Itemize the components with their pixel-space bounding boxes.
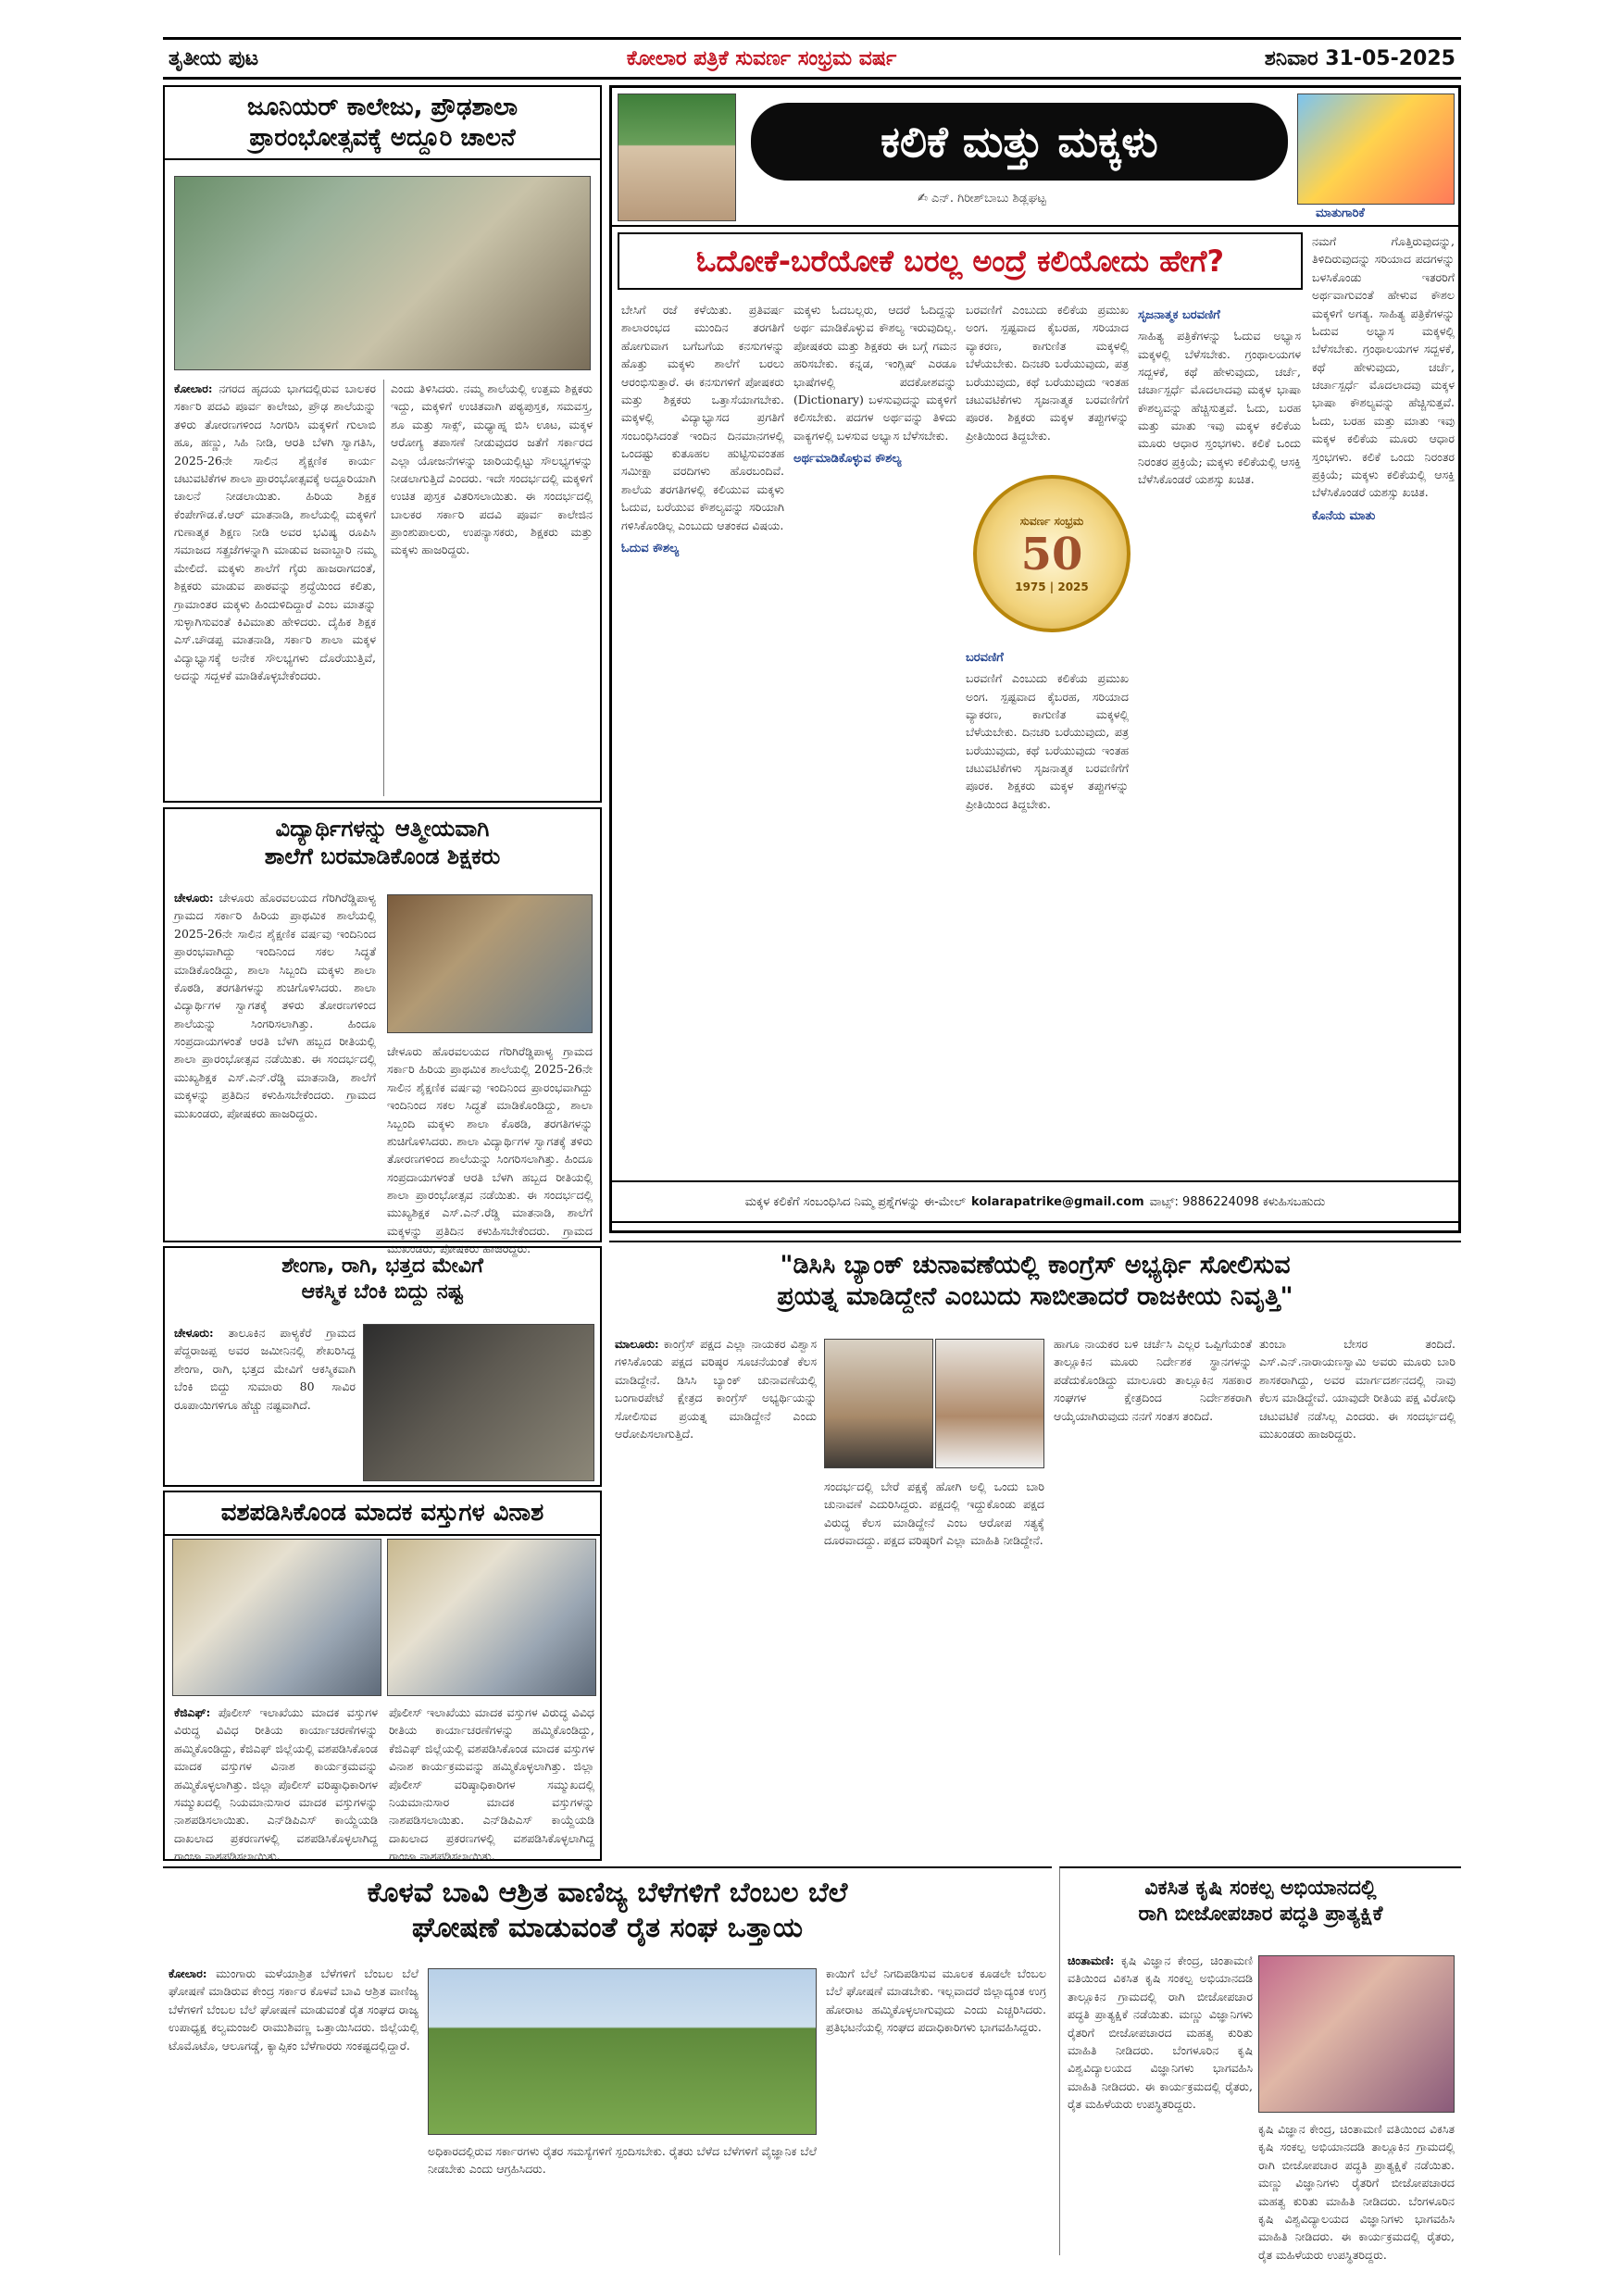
story2-photo bbox=[387, 894, 593, 1033]
contact-email[interactable]: kolarapatrike@gmail.com bbox=[971, 1194, 1144, 1209]
story5-col3: ಹಾಗೂ ನಾಯಕರ ಬಳಿ ಚರ್ಚೆಸಿ ಎಲ್ಲರ ಒಪ್ಪಿಗೆಯಂತೆ ತಾಲ್ಲೂಕಿನ ಮೂರು ನಿರ್ದೇಶಕ ಸ್ಥಾನಗಳನ್ನು ಪಡೆದುಕೊಂಡಿದ್ದು ಮಾಲೂರು ತಾಲ್ಲೂಕಿನ ಸಹಕಾರ ಸಂಘಗಳ ಕ್ಷೇತ್ರದಿಂದ ನಿರ್ದೇಶಕರಾಗಿ ಆಯ್ಕೆಯಾಗಿರುವುದು ನನಗೆ ಸಂತಸ ತಂದಿದೆ. bbox=[1054, 1337, 1252, 1423]
story6-headline: ಕೊಳವೆ ಬಾವಿ ಆಶ್ರಿತ ವಾಣಿಜ್ಯ ಬೆಳೆಗಳಿಗೆ ಬೆಂಬಲ ಬೆಲೆ ಘೋಷಣೆ ಮಾಡುವಂತೆ ರೈತ ಸಂಘ ಒತ್ತಾಯ bbox=[367, 1877, 848, 1944]
story5-col1: ಮಾಲೂರು: ಕಾಂಗ್ರೆಸ್ ಪಕ್ಷದ ಎಲ್ಲಾ ನಾಯಕರ ವಿಶ್ವಾಸ ಗಳಿಸಿಕೊಂಡು ಪಕ್ಷದ ವರಿಷ್ಠರ ಸೂಚನೆಯಂತೆ ಕೆಲಸ ಮಾಡಿದ್ದೇನೆ. ಡಿಸಿಸಿ ಬ್ಯಾಂಕ್ ಚುನಾವಣೆಯಲ್ಲಿ ಬಂಗಾರಪೇಟೆ ಕ್ಷೇತ್ರದ ಕಾಂಗ್ರೆಸ್ ಅಭ್ಯರ್ಥಿಯನ್ನು ಸೋಲಿಸುವ ಪ್ರಯತ್ನ ಮಾಡಿದ್ದೇನೆ ಎಂದು ಆರೋಪಿಸಲಾಗುತ್ತಿದೆ. bbox=[615, 1337, 817, 1441]
story3-photo bbox=[363, 1324, 594, 1481]
kalike-col3b: ಬರವಣಿಗೆ ಬರವಣಿಗೆ ಎಂಬುದು ಕಲಿಕೆಯ ಪ್ರಮುಖ ಅಂಗ. ಸ್ಪಷ್ಟವಾದ ಕೈಬರಹ, ಸರಿಯಾದ ವ್ಯಾಕರಣ, ಕಾಗುಣಿತ ಮಕ್ಕಳಲ್ಲಿ ಬೆಳೆಯಬೇಕು. ದಿನಚರಿ ಬರೆಯುವುದು, ಪತ್ರ ಬರೆಯುವುದು, ಕಥೆ ಬರೆಯುವುದು ಇಂತಹ ಚಟುವಟಿಕೆಗಳು ಸೃಜನಾತ್ಮಕ ಬರವಣಿಗೆಗೆ ಪೂರಕ. ಶಿಕ್ಷಕರು ಮಕ್ಕಳ ತಪ್ಪುಗಳನ್ನು ಪ್ರೀತಿಯಿಂದ ತಿದ್ದಬೇಕು. bbox=[966, 651, 1129, 811]
kalike-col4: ಸೃಜನಾತ್ಮಕ ಬರವಣಿಗೆ ಸಾಹಿತ್ಯ ಪತ್ರಿಕೆಗಳನ್ನು ಓದುವ ಅಭ್ಯಾಸ ಮಕ್ಕಳಲ್ಲಿ ಬೆಳೆಸಬೇಕು. ಗ್ರಂಥಾಲಯಗಳ ಸದ್ಬಳಕೆ, ಕಥೆ ಹೇಳುವುದು, ಚರ್ಚೆ, ಚರ್ಚಾಸ್ಪರ್ಧೆ ಮೊದಲಾದವು ಮಕ್ಕಳ ಭಾಷಾ ಕೌಶಲ್ಯವನ್ನು ಹೆಚ್ಚಿಸುತ್ತವೆ. ಓದು, ಬರಹ ಮತ್ತು ಮಾತು ಇವು ಮಕ್ಕಳ ಕಲಿಕೆಯ ಮೂರು ಆಧಾರ ಸ್ತಂಭಗಳು. ಕಲಿಕೆ ಒಂದು ನಿರಂತರ ಪ್ರಕ್ರಿಯೆ; ಮಕ್ಕಳು ಕಲಿಕೆಯಲ್ಲಿ ಆಸಕ್ತಿ ಬೆಳೆಸಿಕೊಂಡರೆ ಯಶಸ್ಸು ಖಚಿತ. bbox=[1138, 308, 1301, 487]
story7-col2: ಕೃಷಿ ವಿಜ್ಞಾನ ಕೇಂದ್ರ, ಚಿಂತಾಮಣಿ ವತಿಯಿಂದ ವಿಕಸಿತ ಕೃಷಿ ಸಂಕಲ್ಪ ಅಭಿಯಾನದಡಿ ತಾಲ್ಲೂಕಿನ ಗ್ರಾಮದಲ್ಲಿ ರಾಗಿ ಬೀಜೋಪಚಾರ ಪದ್ಧತಿ ಪ್ರಾತ್ಯಕ್ಷಿಕೆ ನಡೆಯಿತು. ಮಣ್ಣು ವಿಜ್ಞಾನಿಗಳು ರೈತರಿಗೆ ಬೀಜೋಪಚಾರದ ಮಹತ್ವ ಕುರಿತು ಮಾಹಿತಿ ನೀಡಿದರು. ಬೆಂಗಳೂರಿನ ಕೃಷಿ ವಿಶ್ವವಿದ್ಯಾಲಯದ ವಿಜ್ಞಾನಿಗಳು ಭಾಗವಹಿಸಿ ಮಾಹಿತಿ ನೀಡಿದರು. ಈ ಕಾರ್ಯಕ್ರಮದಲ್ಲಿ ರೈತರು, ರೈತ ಮಹಿಳೆಯರು ಉಪಸ್ಥಿತರಿದ್ದರು. bbox=[1258, 2122, 1455, 2262]
story-teachers-welcome bbox=[163, 807, 602, 1256]
story3-headline: ಶೇಂಗಾ, ರಾಗಿ, ಭತ್ತದ ಮೇವಿಗೆ ಆಕಸ್ಮಿಕ ಬೆಂಕಿ ಬಿದ್ದು ನಷ್ಟ bbox=[281, 1254, 483, 1304]
story6-col3: ಕಾಯಿಗೆ ಬೆಲೆ ನಿಗದಿಪಡಿಸುವ ಮೂಲಕ ಕೂಡಲೇ ಬೆಂಬಲ ಬೆಲೆ ಘೋಷಣೆ ಮಾಡಬೇಕು. ಇಲ್ಲವಾದರೆ ಜಿಲ್ಲಾದ್ಯಂತ ಉಗ್ರ ಹೋರಾಟ ಹಮ್ಮಿಕೊಳ್ಳಲಾಗುವುದು ಎಂದು ಎಚ್ಚರಿಸಿದರು. ಪ್ರತಿಭಟನೆಯಲ್ಲಿ ಸಂಘದ ಪದಾಧಿಕಾರಿಗಳು ಭಾಗವಹಿಸಿದ್ದರು. bbox=[826, 1966, 1046, 2035]
story4-photo-right bbox=[387, 1539, 596, 1696]
kalike-col3a: ಬರವಣಿಗೆ ಎಂಬುದು ಕಲಿಕೆಯ ಪ್ರಮುಖ ಅಂಗ. ಸ್ಪಷ್ಟವಾದ ಕೈಬರಹ, ಸರಿಯಾದ ವ್ಯಾಕರಣ, ಕಾಗುಣಿತ ಮಕ್ಕಳಲ್ಲಿ ಬೆಳೆಯಬೇಕು. ದಿನಚರಿ ಬರೆಯುವುದು, ಪತ್ರ ಬರೆಯುವುದು, ಕಥೆ ಬರೆಯುವುದು ಇಂತಹ ಚಟುವಟಿಕೆಗಳು ಸೃಜನಾತ್ಮಕ ಬರವಣಿಗೆಗೆ ಪೂರಕ. ಶಿಕ್ಷಕರು ಮಕ್ಕಳ ತಪ್ಪುಗಳನ್ನು ಪ್ರೀತಿಯಿಂದ ತಿದ್ದಬೇಕು. bbox=[966, 303, 1129, 443]
story6-photo bbox=[428, 1968, 817, 2135]
story1-col1: ಕೋಲಾರ: ನಗರದ ಹೃದಯ ಭಾಗದಲ್ಲಿರುವ ಬಾಲಕರ ಸರ್ಕಾರಿ ಪದವಿ ಪೂರ್ವ ಕಾಲೇಜು, ಪ್ರೌಢ ಶಾಲೆಯನ್ನು ತಳಿರು ತೋರಣಗಳಿಂದ ಸಿಂಗರಿಸಿ ಮಕ್ಕಳಿಗೆ ಗುಲಾಬಿ ಹೂ, ಹಣ್ಣು, ಸಿಹಿ ನೀಡಿ, ಆರತಿ ಬೆಳಗಿ ಸ್ವಾಗತಿಸಿ, 2025-26ನೇ ಸಾಲಿನ ಶೈಕ್ಷಣಿಕ ಕಾರ್ಯ ಚಟುವಟಿಕೆಗಳ ಶಾಲಾ ಪ್ರಾರಂಭೋತ್ಸವಕ್ಕೆ ಅದ್ದೂರಿಯಾಗಿ ಚಾಲನೆ ನೀಡಲಾಯಿತು. ಹಿರಿಯ ಶಿಕ್ಷಕ ಕೆಂಪೇಗೌಡ.ಕೆ.ಆರ್ ಮಾತನಾಡಿ, ಶಾಲೆಯಲ್ಲಿ ಮಕ್ಕಳಿಗೆ ಗುಣಾತ್ಮಕ ಶಿಕ್ಷಣ ನೀಡಿ ಅವರ ಭವಿಷ್ಯ ರೂಪಿಸಿ ಸಮಾಜದ ಸತ್ಪ್ರಜೆಗಳನ್ನಾಗಿ ಮಾಡುವ ಜವಾಬ್ದಾರಿ ನಮ್ಮ ಮೇಲಿದೆ. ಮಕ್ಕಳು ಶಾಲೆಗೆ ಗೈರು ಹಾಜರಾಗದಂತೆ, ಶಿಕ್ಷಕರು ಮಾಡುವ ಪಾಠವನ್ನು ಶ್ರದ್ಧೆಯಿಂದ ಕಲಿತು, ಗ್ರಾಮಾಂತರ ಮಕ್ಕಳು ಹಿಂದುಳಿದಿದ್ದಾರೆ ಎಂಬ ಮಾತನ್ನು ಸುಳ್ಳಾಗಿಸುವಂತೆ ಕಿವಿಮಾತು ಹೇಳಿದರು. ದೈಹಿಕ ಶಿಕ್ಷಕ ಎಸ್.ಚೌಡಪ್ಪ ಮಾತನಾಡಿ, ಸರ್ಕಾರಿ ಶಾಲಾ ಮಕ್ಕಳ ವಿದ್ಯಾಭ್ಯಾಸಕ್ಕೆ ಅನೇಕ ಸೌಲಭ್ಯಗಳು ದೊರೆಯುತ್ತಿವೆ, ಅದನ್ನು ಸದ್ಬಳಕೆ ಮಾಡಿಕೊಳ್ಳಬೇಕೆಂದರು. bbox=[174, 381, 376, 682]
author-portrait bbox=[618, 94, 736, 221]
kalike-headline: ಓದೋಕೆ-ಬರೆಯೋಕೆ ಬರಲ್ಲ ಅಂದ್ರೆ ಕಲಿಯೋದು ಹೇಗೆ? bbox=[618, 232, 1303, 290]
politician-photo-2 bbox=[935, 1339, 1044, 1468]
kalike-section bbox=[609, 85, 1461, 1233]
byline: ✍ ಎನ್. ಗಿರೀಶ್‌ಬಾಬು ಶಿಡ್ಲಘಟ್ಟ bbox=[918, 192, 1046, 206]
kalike-side-col: ನಮಗೆ ಗೊತ್ತಿರುವುದನ್ನು, ತಿಳಿದಿರುವುದನ್ನು ಸರಿಯಾದ ಪದಗಳನ್ನು ಬಳಸಿಕೊಂಡು ಇತರರಿಗೆ ಅರ್ಥವಾಗುವಂತೆ ಹೇಳುವ ಕೌಶಲ ಮಕ್ಕಳಿಗೆ ಅಗತ್ಯ. ಸಾಹಿತ್ಯ ಪತ್ರಿಕೆಗಳನ್ನು ಓದುವ ಅಭ್ಯಾಸ ಮಕ್ಕಳಲ್ಲಿ ಬೆಳೆಸಬೇಕು. ಗ್ರಂಥಾಲಯಗಳ ಸದ್ಬಳಕೆ, ಕಥೆ ಹೇಳುವುದು, ಚರ್ಚೆ, ಚರ್ಚಾಸ್ಪರ್ಧೆ ಮೊದಲಾದವು ಮಕ್ಕಳ ಭಾಷಾ ಕೌಶಲ್ಯವನ್ನು ಹೆಚ್ಚಿಸುತ್ತವೆ. ಓದು, ಬರಹ ಮತ್ತು ಮಾತು ಇವು ಮಕ್ಕಳ ಕಲಿಕೆಯ ಮೂರು ಆಧಾರ ಸ್ತಂಭಗಳು. ಕಲಿಕೆ ಒಂದು ನಿರಂತರ ಪ್ರಕ್ರಿಯೆ; ಮಕ್ಕಳು ಕಲಿಕೆಯಲ್ಲಿ ಆಸಕ್ತಿ ಬೆಳೆಸಿಕೊಂಡರೆ ಯಶಸ್ಸು ಖಚಿತ. ಕೊನೆಯ ಮಾತು bbox=[1312, 234, 1455, 523]
column-divider bbox=[383, 380, 384, 796]
page-header bbox=[163, 37, 1461, 80]
kalike-col1: ಬೇಸಿಗೆ ರಜೆ ಕಳೆಯಿತು. ಪ್ರತಿವರ್ಷ ಶಾಲಾರಂಭದ ಮುಂದಿನ ತರಗತಿಗೆ ಹೋಗುವಾಗ ಬಗೆಬಗೆಯ ಕನಸುಗಳನ್ನು ಹೊತ್ತು ಮಕ್ಕಳು ಶಾಲೆಗೆ ಬರಲು ಆರಂಭಿಸುತ್ತಾರೆ. ಈ ಕನಸುಗಳಿಗೆ ಪೋಷಕರು ಮತ್ತು ಶಿಕ್ಷಕರು ಒತ್ತಾಸೆಯಾಗಬೇಕು. ಮಕ್ಕಳಲ್ಲಿ ವಿದ್ಯಾಭ್ಯಾಸದ ಪ್ರಗತಿಗೆ ಸಂಬಂಧಿಸಿದಂತೆ ಇಂದಿನ ದಿನಮಾನಗಳಲ್ಲಿ ಒಂದಷ್ಟು ಕುತೂಹಲ ಹುಟ್ಟಿಸುವಂತಹ ಸಮೀಕ್ಷಾ ವರದಿಗಳು ಹೊರಬಂದಿವೆ. ಶಾಲೆಯ ತರಗತಿಗಳಲ್ಲಿ ಕಲಿಯುವ ಮಕ್ಕಳು ಓದುವ, ಬರೆಯುವ ಕೌಶಲ್ಯವನ್ನು ಸರಿಯಾಗಿ ಗಳಿಸಿಕೊಂಡಿಲ್ಲ ಎಂಬುದು ಆತಂಕದ ವಿಷಯ. ಓದುವ ಕೌಶಲ್ಯ bbox=[621, 303, 784, 555]
page-label: ತೃತೀಯ ಪುಟ bbox=[169, 46, 259, 70]
story4-col1: ಕೆಜಿಎಫ್: ಪೊಲೀಸ್ ಇಲಾಖೆಯು ಮಾದಕ ವಸ್ತುಗಳ ವಿರುದ್ಧ ವಿವಿಧ ರೀತಿಯ ಕಾರ್ಯಾಚರಣೆಗಳನ್ನು ಹಮ್ಮಿಕೊಂಡಿದ್ದು, ಕೆಜಿಎಫ್ ಜಿಲ್ಲೆಯಲ್ಲಿ ವಶಪಡಿಸಿಕೊಂಡ ಮಾದಕ ವಸ್ತುಗಳ ವಿನಾಶ ಕಾರ್ಯಕ್ರಮವನ್ನು ಹಮ್ಮಿಕೊಳ್ಳಲಾಗಿತ್ತು. ಜಿಲ್ಲಾ ಪೊಲೀಸ್ ವರಿಷ್ಠಾಧಿಕಾರಿಗಳ ಸಮ್ಮುಖದಲ್ಲಿ ನಿಯಮಾನುಸಾರ ಮಾದಕ ವಸ್ತುಗಳನ್ನು ನಾಶಪಡಿಸಲಾಯಿತು. ಎನ್‌ಡಿಪಿಎಸ್ ಕಾಯ್ದೆಯಡಿ ದಾಖಲಾದ ಪ್ರಕರಣಗಳಲ್ಲಿ ವಶಪಡಿಸಿಕೊಳ್ಳಲಾಗಿದ್ದ ಗಾಂಜಾ ನಾಶಪಡಿಸಲಾಯಿತು. bbox=[174, 1705, 378, 1863]
politician-photo-1 bbox=[824, 1339, 933, 1468]
story4-col2: ಪೊಲೀಸ್ ಇಲಾಖೆಯು ಮಾದಕ ವಸ್ತುಗಳ ವಿರುದ್ಧ ವಿವಿಧ ರೀತಿಯ ಕಾರ್ಯಾಚರಣೆಗಳನ್ನು ಹಮ್ಮಿಕೊಂಡಿದ್ದು, ಕೆಜಿಎಫ್ ಜಿಲ್ಲೆಯಲ್ಲಿ ವಶಪಡಿಸಿಕೊಂಡ ಮಾದಕ ವಸ್ತುಗಳ ವಿನಾಶ ಕಾರ್ಯಕ್ರಮವನ್ನು ಹಮ್ಮಿಕೊಳ್ಳಲಾಗಿತ್ತು. ಜಿಲ್ಲಾ ಪೊಲೀಸ್ ವರಿಷ್ಠಾಧಿಕಾರಿಗಳ ಸಮ್ಮುಖದಲ್ಲಿ ನಿಯಮಾನುಸಾರ ಮಾದಕ ವಸ್ತುಗಳನ್ನು ನಾಶಪಡಿಸಲಾಯಿತು. ಎನ್‌ಡಿಪಿಎಸ್ ಕಾಯ್ದೆಯಡಿ ದಾಖಲಾದ ಪ್ರಕರಣಗಳಲ್ಲಿ ವಶಪಡಿಸಿಕೊಳ್ಳಲಾಗಿದ್ದ ಗಾಂಜಾ ನಾಶಪಡಿಸಲಾಯಿತು. bbox=[389, 1705, 594, 1863]
story4-photo-left bbox=[172, 1539, 381, 1696]
story2-text-b: ಚೇಳೂರು ಹೊರವಲಯದ ಗೆರಿಗಿರೆಡ್ಡಿಪಾಳ್ಯ ಗ್ರಾಮದ ಸರ್ಕಾರಿ ಹಿರಿಯ ಪ್ರಾಥಮಿಕ ಶಾಲೆಯಲ್ಲಿ 2025-26ನೇ ಸಾಲಿನ ಶೈಕ್ಷಣಿಕ ವರ್ಷವು ಇಂದಿನಿಂದ ಪ್ರಾರಂಭವಾಗಿದ್ದು ಇಂದಿನಿಂದ ಸಕಲ ಸಿದ್ಧತೆ ಮಾಡಿಕೊಂಡಿದ್ದು, ಶಾಲಾ ಸಿಬ್ಬಂದಿ ಮಕ್ಕಳು ಶಾಲಾ ಕೊಠಡಿ, ತರಗತಿಗಳನ್ನು ಶುಚಿಗೊಳಿಸಿದರು. ಶಾಲಾ ವಿದ್ಯಾರ್ಥಿಗಳ ಸ್ವಾಗತಕ್ಕೆ ತಳಿರು ತೋರಣಗಳಿಂದ ಶಾಲೆಯನ್ನು ಸಿಂಗರಿಸಲಾಗಿತ್ತು. ಹಿಂದೂ ಸಂಪ್ರದಾಯಗಳಂತೆ ಆರತಿ ಬೆಳಗಿ ಹಬ್ಬದ ರೀತಿಯಲ್ಲಿ ಶಾಲಾ ಪ್ರಾರಂಭೋತ್ಸವ ನಡೆಯಿತು. ಈ ಸಂದರ್ಭದಲ್ಲಿ ಮುಖ್ಯಶಿಕ್ಷಕ ಎಸ್.ಎನ್.ರೆಡ್ಡಿ ಮಾತನಾಡಿ, ಶಾಲೆಗೆ ಮಕ್ಕಳನ್ನು ಪ್ರತಿದಿನ ಕಳುಹಿಸಬೇಕೆಂದರು. ಗ್ರಾಮದ ಮುಖಂಡರು, ಪೋಷಕರು ಹಾಜರಿದ್ದರು. bbox=[387, 1044, 593, 1256]
story6-col1: ಕೋಲಾರ: ಮುಂಗಾರು ಮಳೆಯಾಶ್ರಿತ ಬೆಳೆಗಳಿಗೆ ಬೆಂಬಲ ಬೆಲೆ ಘೋಷಣೆ ಮಾಡಿರುವ ಕೇಂದ್ರ ಸರ್ಕಾರ ಕೊಳವೆ ಬಾವಿ ಆಶ್ರಿತ ವಾಣಿಜ್ಯ ಬೆಳೆಗಳಿಗೆ ಬೆಂಬಲ ಬೆಲೆ ಘೋಷಣೆ ಮಾಡುವಂತೆ ರೈತ ಸಂಘದ ರಾಜ್ಯ ಉಪಾಧ್ಯಕ್ಷ ಕಲ್ವಮಂಜಲಿ ರಾಮುಶಿವಣ್ಣ ಒತ್ತಾಯಿಸಿದರು. ಜಿಲ್ಲೆಯಲ್ಲಿ ಟೊಮೊಟೊ, ಆಲೂಗಡ್ಡೆ, ಕ್ಯಾಪ್ಸಿಕಂ ಬೆಳೆಗಾರರು ಸಂಕಷ್ಟದಲ್ಲಿದ್ದಾರೆ. bbox=[169, 1966, 418, 2053]
story6-col2: ಅಧಿಕಾರದಲ್ಲಿರುವ ಸರ್ಕಾರಗಳು ರೈತರ ಸಮಸ್ಯೆಗಳಿಗೆ ಸ್ಪಂದಿಸಬೇಕು. ರೈತರು ಬೆಳೆದ ಬೆಳೆಗಳಿಗೆ ವೈಜ್ಞಾನಿಕ ಬೆಲೆ ನೀಡಬೇಕು ಎಂದು ಆಗ್ರಹಿಸಿದರು. bbox=[428, 2144, 817, 2177]
story-ragi-seed bbox=[1059, 1866, 1461, 2262]
story7-col1: ಚಿಂತಾಮಣಿ: ಕೃಷಿ ವಿಜ್ಞಾನ ಕೇಂದ್ರ, ಚಿಂತಾಮಣಿ ವತಿಯಿಂದ ವಿಕಸಿತ ಕೃಷಿ ಸಂಕಲ್ಪ ಅಭಿಯಾನದಡಿ ತಾಲ್ಲೂಕಿನ ಗ್ರಾಮದಲ್ಲಿ ರಾಗಿ ಬೀಜೋಪಚಾರ ಪದ್ಧತಿ ಪ್ರಾತ್ಯಕ್ಷಿಕೆ ನಡೆಯಿತು. ಮಣ್ಣು ವಿಜ್ಞಾನಿಗಳು ರೈತರಿಗೆ ಬೀಜೋಪಚಾರದ ಮಹತ್ವ ಕುರಿತು ಮಾಹಿತಿ ನೀಡಿದರು. ಬೆಂಗಳೂರಿನ ಕೃಷಿ ವಿಶ್ವವಿದ್ಯಾಲಯದ ವಿಜ್ಞಾನಿಗಳು ಭಾಗವಹಿಸಿ ಮಾಹಿತಿ ನೀಡಿದರು. ಈ ಕಾರ್ಯಕ್ರಮದಲ್ಲಿ ರೈತರು, ರೈತ ಮಹಿಳೆಯರು ಉಪಸ್ಥಿತರಿದ್ದರು. bbox=[1068, 1953, 1253, 2111]
kalike-footer: ಮಕ್ಕಳ ಕಲಿಕೆಗೆ ಸಂಬಂಧಿಸಿದ ನಿಮ್ಮ ಪ್ರಶ್ನೆಗಳನ್ನು ಈ-ಮೇಲ್ kolarapatrike@gmail.com ವಾಟ್ಸ್: 9886224098 ಕಳುಹಿಸಬಹುದು bbox=[612, 1180, 1458, 1223]
story4-headline: ವಶಪಡಿಸಿಕೊಂಡ ಮಾದಕ ವಸ್ತುಗಳ ವಿನಾಶ bbox=[165, 1492, 600, 1536]
kalike-banner: ಕಲಿಕೆ ಮತ್ತು ಮಕ್ಕಳು bbox=[751, 103, 1288, 181]
story-junior-college bbox=[163, 85, 602, 803]
story1-photo bbox=[174, 176, 591, 370]
story2-text: ಚೇಳೂರು: ಚೇಳೂರು ಹೊರವಲಯದ ಗೆರಿಗಿರೆಡ್ಡಿಪಾಳ್ಯ ಗ್ರಾಮದ ಸರ್ಕಾರಿ ಹಿರಿಯ ಪ್ರಾಥಮಿಕ ಶಾಲೆಯಲ್ಲಿ 2025-26ನೇ ಸಾಲಿನ ಶೈಕ್ಷಣಿಕ ವರ್ಷವು ಇಂದಿನಿಂದ ಪ್ರಾರಂಭವಾಗಿದ್ದು ಇಂದಿನಿಂದ ಸಕಲ ಸಿದ್ಧತೆ ಮಾಡಿಕೊಂಡಿದ್ದು, ಶಾಲಾ ಸಿಬ್ಬಂದಿ ಮಕ್ಕಳು ಶಾಲಾ ಕೊಠಡಿ, ತರಗತಿಗಳನ್ನು ಶುಚಿಗೊಳಿಸಿದರು. ಶಾಲಾ ವಿದ್ಯಾರ್ಥಿಗಳ ಸ್ವಾಗತಕ್ಕೆ ತಳಿರು ತೋರಣಗಳಿಂದ ಶಾಲೆಯನ್ನು ಸಿಂಗರಿಸಲಾಗಿತ್ತು. ಹಿಂದೂ ಸಂಪ್ರದಾಯಗಳಂತೆ ಆರತಿ ಬೆಳಗಿ ಹಬ್ಬದ ರೀತಿಯಲ್ಲಿ ಶಾಲಾ ಪ್ರಾರಂಭೋತ್ಸವ ನಡೆಯಿತು. ಈ ಸಂದರ್ಭದಲ್ಲಿ ಮುಖ್ಯಶಿಕ್ಷಕ ಎಸ್.ಎನ್.ರೆಡ್ಡಿ ಮಾತನಾಡಿ, ಶಾಲೆಗೆ ಮಕ್ಕಳನ್ನು ಪ್ರತಿದಿನ ಕಳುಹಿಸಬೇಕೆಂದರು. ಗ್ರಾಮದ ಮುಖಂಡರು, ಪೋಷಕರು ಹಾಜರಿದ್ದರು. bbox=[174, 891, 376, 1120]
story5-col4: ತುಂಬಾ ಬೇಸರ ತಂದಿದೆ. ಎಸ್.ಎನ್.ನಾರಾಯಣಸ್ವಾಮಿ ಅವರು ಮೂರು ಬಾರಿ ಶಾಸಕರಾಗಿದ್ದು, ಅವರ ಮಾರ್ಗದರ್ಶನದಲ್ಲಿ ನಾವು ಕೆಲಸ ಮಾಡಿದ್ದೇವೆ. ಯಾವುದೇ ರೀತಿಯ ಪಕ್ಷ ವಿರೋಧಿ ಚಟುವಟಿಕೆ ನಡೆಸಿಲ್ಲ ಎಂದರು. ಈ ಸಂದರ್ಭದಲ್ಲಿ ಮುಖಂಡರು ಹಾಜರಿದ್ದರು. bbox=[1259, 1337, 1455, 1441]
children-illustration bbox=[1297, 94, 1455, 205]
masthead: ಕೋಲಾರ ಪತ್ರಿಕೆ ಸುವರ್ಣ ಸಂಭ್ರಮ ವರ್ಷ bbox=[626, 46, 897, 70]
issue-date: ಶನಿವಾರ 31-05-2025 bbox=[1264, 46, 1455, 70]
golden-jubilee-seal: ಸುವರ್ಣ ಸಂಭ್ರಮ 50 1975 | 2025 bbox=[973, 475, 1131, 632]
story-fodder-fire bbox=[163, 1246, 602, 1487]
kalike-col2: ಮಕ್ಕಳು ಓದಬಲ್ಲರು, ಆದರೆ ಓದಿದ್ದನ್ನು ಅರ್ಥ ಮಾಡಿಕೊಳ್ಳುವ ಕೌಶಲ್ಯ ಇರುವುದಿಲ್ಲ. ಪೋಷಕರು ಮತ್ತು ಶಿಕ್ಷಕರು ಈ ಬಗ್ಗೆ ಗಮನ ಹರಿಸಬೇಕು. ಕನ್ನಡ, ಇಂಗ್ಲಿಷ್ ಎರಡೂ ಭಾಷೆಗಳಲ್ಲಿ ಪದಕೋಶವನ್ನು (Dictionary) ಬಳಸುವುದನ್ನು ಮಕ್ಕಳಿಗೆ ಕಲಿಸಬೇಕು. ಪದಗಳ ಅರ್ಥವನ್ನು ತಿಳಿದು ವಾಕ್ಯಗಳಲ್ಲಿ ಬಳಸುವ ಅಭ್ಯಾಸ ಬೆಳೆಸಬೇಕು. ಅರ್ಥಮಾಡಿಕೊಳ್ಳುವ ಕೌಶಲ್ಯ bbox=[793, 303, 956, 466]
story5-col2: ಸಂದರ್ಭದಲ್ಲಿ ಬೇರೆ ಪಕ್ಷಕ್ಕೆ ಹೋಗಿ ಅಲ್ಲಿ ಒಂದು ಬಾರಿ ಚುನಾವಣೆ ಎದುರಿಸಿದ್ದರು. ಪಕ್ಷದಲ್ಲಿ ಇದ್ದುಕೊಂಡು ಪಕ್ಷದ ವಿರುದ್ಧ ಕೆಲಸ ಮಾಡಿದ್ದೇನೆ ಎಂಬ ಆರೋಪ ಸತ್ಯಕ್ಕೆ ದೂರವಾದದ್ದು. ಪಕ್ಷದ ವರಿಷ್ಠರಿಗೆ ಎಲ್ಲಾ ಮಾಹಿತಿ ನೀಡಿದ್ದೇನೆ. bbox=[824, 1479, 1044, 1548]
story1-headline: ಜೂನಿಯರ್ ಕಾಲೇಜು, ಪ್ರೌಢಶಾಲಾ ಪ್ರಾರಂಭೋತ್ಸವಕ್ಕೆ ಅದ್ದೂರಿ ಚಾಲನೆ bbox=[165, 87, 600, 160]
story-drug-destruction bbox=[163, 1491, 602, 1861]
story-farmers-demand bbox=[163, 1866, 1052, 2255]
story7-photo bbox=[1258, 1955, 1455, 2113]
section-rule bbox=[612, 225, 1458, 227]
story2-headline: ವಿದ್ಯಾರ್ಥಿಗಳನ್ನು ಆತ್ಮೀಯವಾಗಿ ಶಾಲೆಗೆ ಬರಮಾಡಿಕೊಂಡ ಶಿಕ್ಷಕರು bbox=[264, 816, 501, 869]
story5-headline: "ಡಿಸಿಸಿ ಬ್ಯಾಂಕ್ ಚುನಾವಣೆಯಲ್ಲಿ ಕಾಂಗ್ರೆಸ್ ಅಭ್ಯರ್ಥಿ ಸೋಲಿಸುವ ಪ್ರಯತ್ನ ಮಾಡಿದ್ದೇನೆ ಎಂಬುದು ಸಾಬೀತಾದರೆ ರಾಜಕೀಯ ನಿವೃತ್ತಿ" bbox=[777, 1251, 1293, 1311]
story7-headline: ವಿಕಸಿತ ಕೃಷಿ ಸಂಕಲ್ಪ ಅಭಿಯಾನದಲ್ಲಿ ರಾಗಿ ಬೀಜೋಪಚಾರ ಪದ್ಧತಿ ಪ್ರಾತ್ಯಕ್ಷಿಕೆ bbox=[1138, 1877, 1383, 1926]
story1-col2: ಎಂದು ತಿಳಿಸಿದರು. ನಮ್ಮ ಶಾಲೆಯಲ್ಲಿ ಉತ್ತಮ ಶಿಕ್ಷಕರು ಇದ್ದು, ಮಕ್ಕಳಿಗೆ ಉಚಿತವಾಗಿ ಪಠ್ಯಪುಸ್ತಕ, ಸಮವಸ್ತ್ರ, ಶೂ ಮತ್ತು ಸಾಕ್ಸ್, ಮಧ್ಯಾಹ್ನ ಬಿಸಿ ಊಟ, ಮಕ್ಕಳ ಆರೋಗ್ಯ ತಪಾಸಣೆ ನೀಡುವುದರ ಜತೆಗೆ ಸರ್ಕಾರದ ಎಲ್ಲಾ ಯೋಜನೆಗಳನ್ನು ಜಾರಿಯಲ್ಲಿಟ್ಟು ಸೌಲಭ್ಯಗಳನ್ನು ನೀಡಲಾಗುತ್ತಿದೆ ಎಂದರು. ಇದೇ ಸಂದರ್ಭದಲ್ಲಿ ಮಕ್ಕಳಿಗೆ ಉಚಿತ ಪುಸ್ತಕ ವಿತರಿಸಲಾಯಿತು. ಈ ಸಂದರ್ಭದಲ್ಲಿ ಬಾಲಕರ ಸರ್ಕಾರಿ ಪದವಿ ಪೂರ್ವ ಕಾಲೇಜಿನ ಪ್ರಾಂಶುಪಾಲರು, ಉಪನ್ಯಾಸಕರು, ಶಿಕ್ಷಕರು ಮತ್ತು ಮಕ್ಕಳು ಹಾಜರಿದ್ದರು. bbox=[391, 381, 593, 557]
story3-text: ಚೇಳೂರು: ತಾಲೂಕಿನ ಪಾಳ್ಯಕೆರೆ ಗ್ರಾಮದ ಪೆದ್ದರಾಜಪ್ಪ ಅವರ ಜಮೀನಿನಲ್ಲಿ ಶೇಖರಿಸಿದ್ದ ಶೇಂಗಾ, ರಾಗಿ, ಭತ್ತದ ಮೇವಿಗೆ ಆಕಸ್ಮಿಕವಾಗಿ ಬೆಂಕಿ ಬಿದ್ದು ಸುಮಾರು 80 ಸಾವಿರ ರೂಪಾಯಿಗಳಿಗೂ ಹೆಚ್ಚು ನಷ್ಟವಾಗಿದೆ. bbox=[174, 1326, 356, 1412]
side-subhead: ಮಾತುಗಾರಿಕೆ bbox=[1316, 206, 1365, 220]
story-dcc-bank bbox=[609, 1241, 1461, 1861]
